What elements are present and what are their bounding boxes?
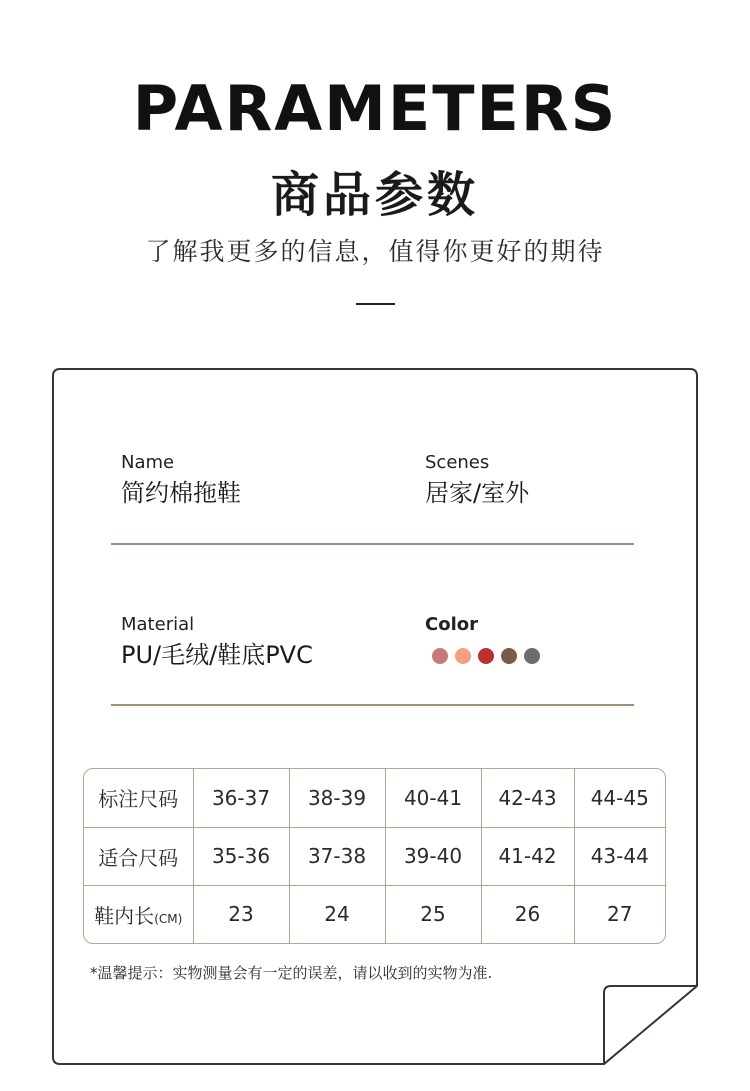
scenes-field bbox=[425, 452, 529, 510]
table-cell: 26 bbox=[481, 885, 574, 943]
color-label: Color bbox=[425, 614, 478, 635]
table-cell: 35-36 bbox=[193, 827, 289, 885]
table-cell: 44-45 bbox=[574, 769, 665, 827]
row-header-label: 适合尺码 bbox=[98, 845, 179, 870]
table-cell: 43-44 bbox=[574, 827, 665, 885]
table-row bbox=[84, 827, 665, 885]
color-swatch bbox=[432, 648, 448, 664]
color-swatch bbox=[524, 648, 540, 664]
table-cell: 37-38 bbox=[289, 827, 385, 885]
row-divider bbox=[111, 543, 634, 545]
name-value: 简约棉拖鞋 bbox=[121, 479, 241, 507]
color-swatch bbox=[478, 648, 494, 664]
row-divider bbox=[111, 704, 634, 706]
color-swatch bbox=[501, 648, 517, 664]
table-cell: 40-41 bbox=[385, 769, 481, 827]
table-cell: 41-42 bbox=[481, 827, 574, 885]
material-value: PU/毛绒/鞋底PVC bbox=[121, 641, 313, 669]
color-swatches bbox=[432, 648, 540, 664]
row-header-unit: (CM) bbox=[154, 911, 183, 926]
scenes-value: 居家/室外 bbox=[425, 479, 530, 507]
material-field bbox=[121, 614, 313, 672]
row-header bbox=[84, 827, 193, 885]
name-label: Name bbox=[121, 452, 175, 473]
page-title-cn: 商品参数 bbox=[270, 167, 479, 223]
table-cell: 25 bbox=[385, 885, 481, 943]
table-cell: 27 bbox=[607, 902, 633, 927]
name-field bbox=[121, 452, 241, 510]
scenes-label: Scenes bbox=[425, 452, 490, 473]
table-row bbox=[84, 769, 665, 827]
row-header bbox=[84, 885, 193, 943]
material-label: Material bbox=[121, 614, 195, 635]
row-header bbox=[84, 769, 193, 827]
table-cell: 42-43 bbox=[481, 769, 574, 827]
table-cell: 36-37 bbox=[193, 769, 289, 827]
page-title-en: PARAMETERS bbox=[132, 72, 618, 145]
folded-corner bbox=[604, 986, 697, 1064]
row-header-label: 标注尺码 bbox=[98, 787, 179, 812]
color-swatch bbox=[455, 648, 471, 664]
table-cell: 39-40 bbox=[385, 827, 481, 885]
row-header-label: 鞋内长 bbox=[94, 903, 155, 928]
size-table bbox=[83, 768, 666, 944]
color-field bbox=[425, 614, 478, 636]
table-cell: 38-39 bbox=[289, 769, 385, 827]
page-subtitle: 了解我更多的信息，值得你更好的期待 bbox=[145, 237, 605, 266]
table-cell: 24 bbox=[289, 885, 385, 943]
measurement-note: *温馨提示：实物测量会有一定的误差，请以收到的实物为准. bbox=[90, 964, 493, 982]
table-row bbox=[84, 885, 665, 943]
table-cell: 23 bbox=[193, 885, 289, 943]
